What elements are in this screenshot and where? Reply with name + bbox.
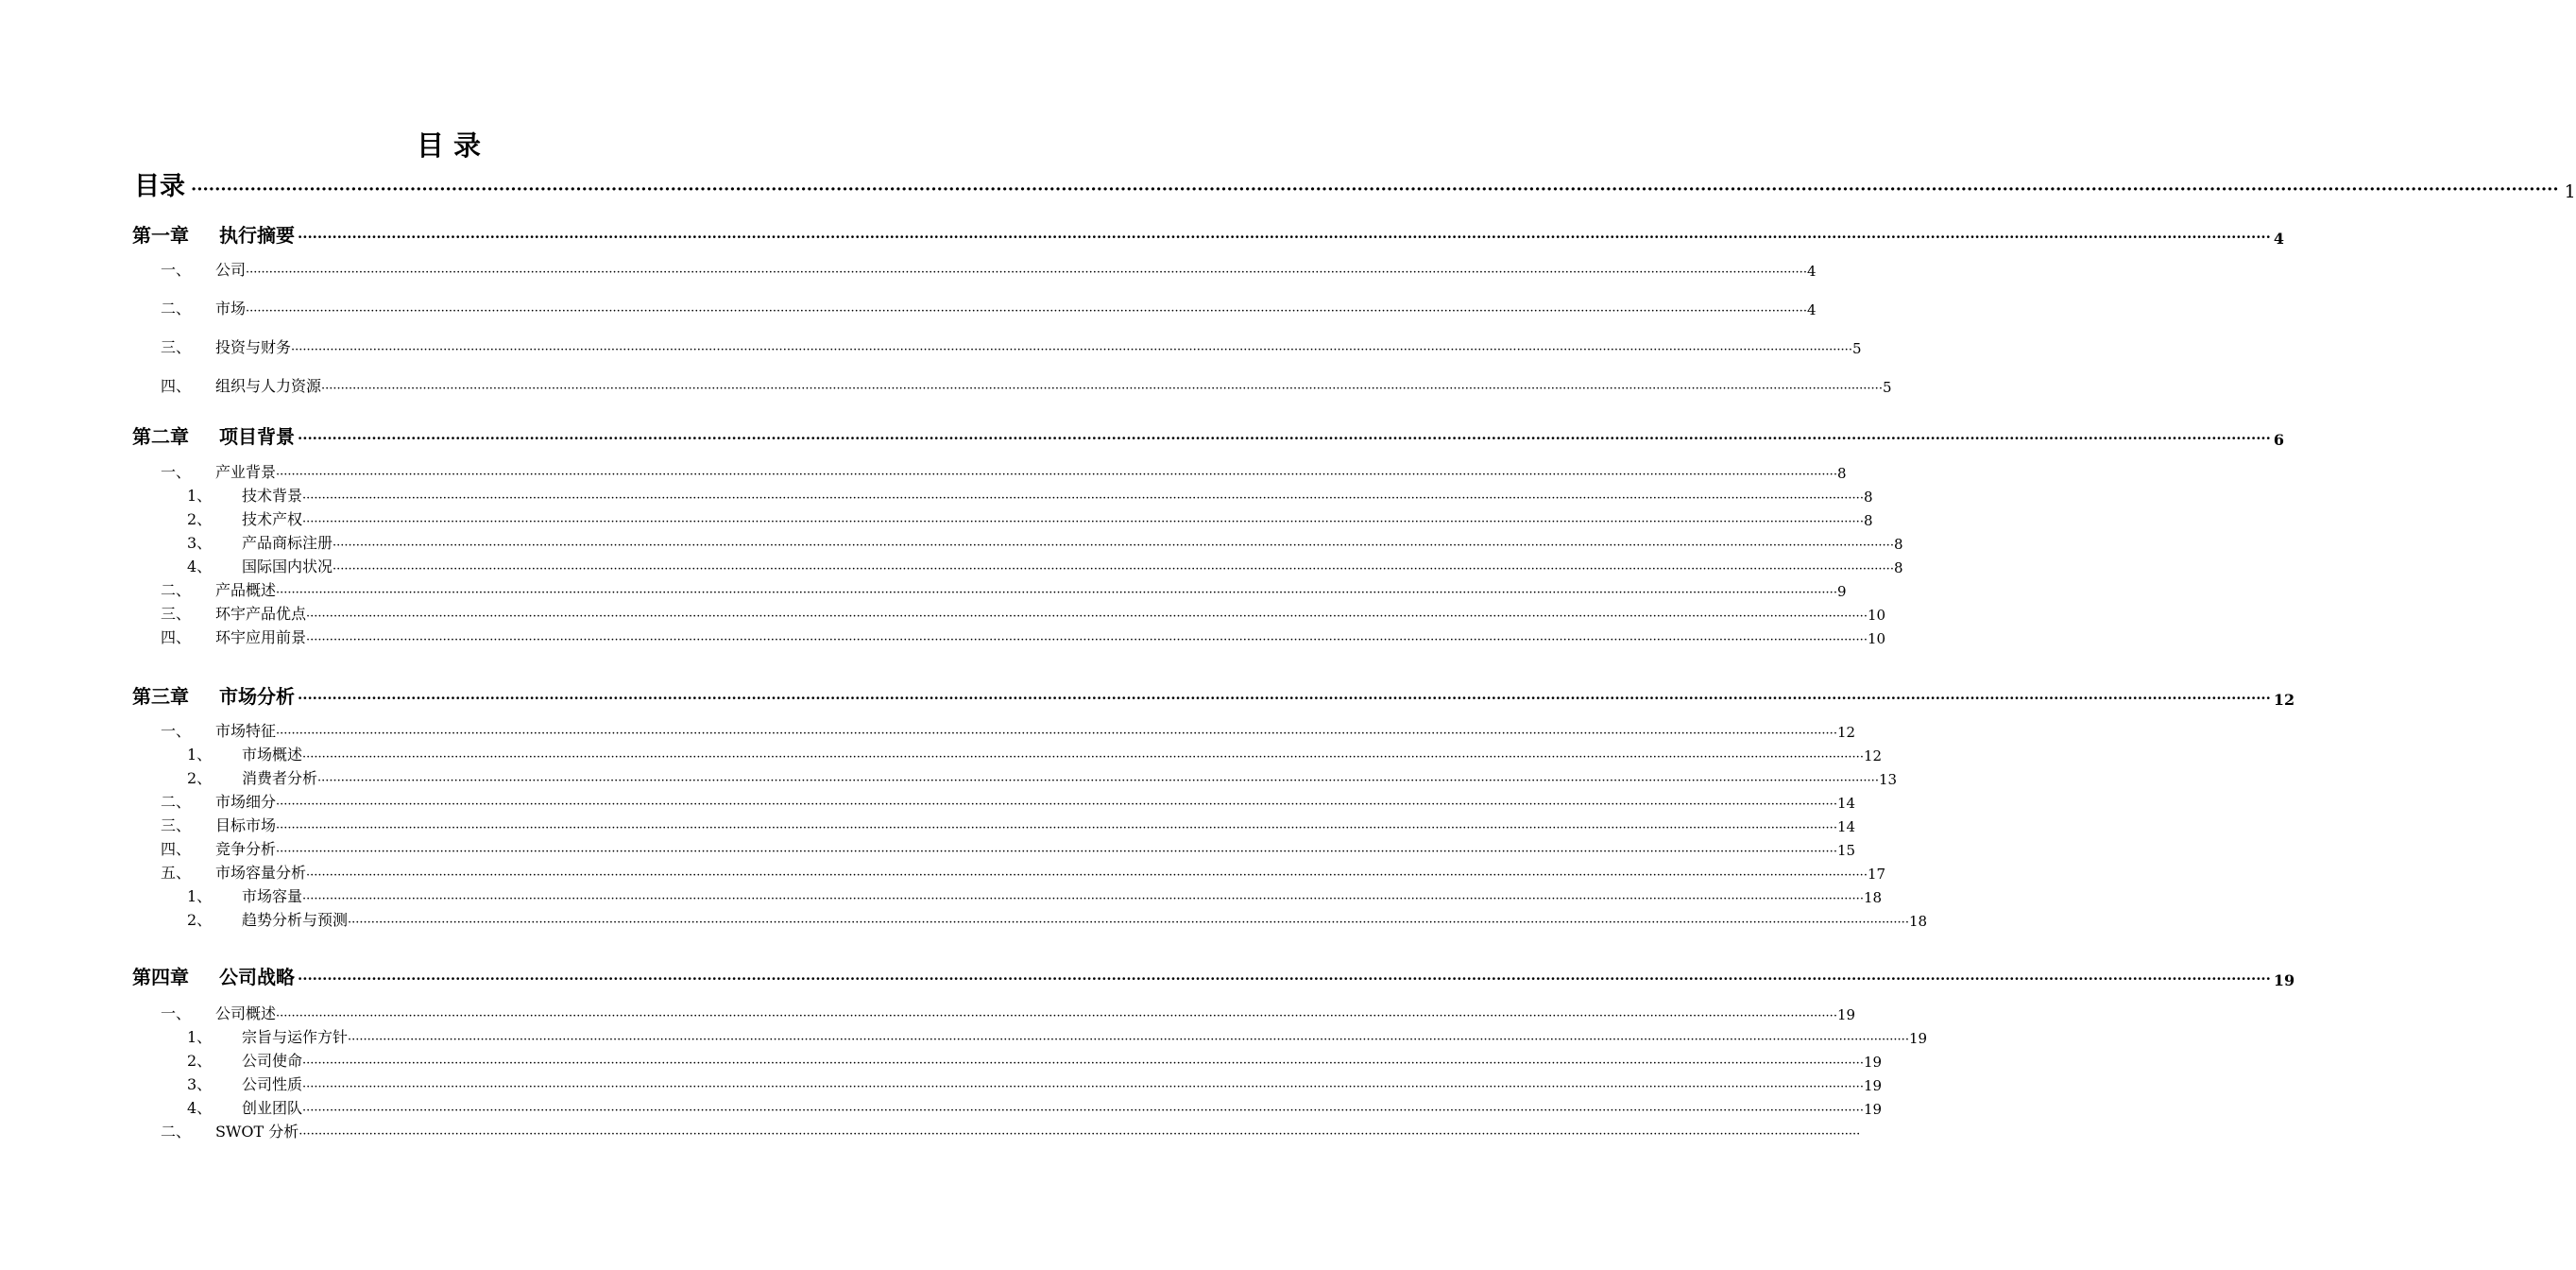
toc-entry-text: 市场分析 (219, 685, 295, 708)
toc-entry-label (187, 1025, 348, 1047)
toc-dot-leader: ················································································································································································································································································································································································································ (302, 1080, 1864, 1094)
toc-entry-text: 目标市场 (215, 816, 277, 834)
toc-dot-leader: ················································································································································································································································································································································································································ (306, 609, 1868, 624)
toc-entry-label (161, 297, 246, 318)
toc-entry-text: 环宇产品优点 (215, 605, 307, 623)
toc-page-number: 12 (2273, 691, 2295, 709)
toc-page-number: 4 (2273, 230, 2285, 248)
toc-entry-label (187, 766, 317, 788)
toc-entry[interactable] (161, 1003, 1856, 1023)
toc-entry[interactable] (161, 815, 1856, 835)
toc-entry-text: 目录 (134, 172, 185, 201)
toc-entry-number: 四、 (161, 377, 192, 395)
toc-page-number: 4 (1806, 263, 1817, 280)
toc-entry-number: 二、 (161, 581, 192, 599)
toc-entry[interactable] (161, 579, 1847, 600)
toc-dot-leader: ················································································································································································································································································································································································································ (276, 798, 1837, 812)
toc-page-number: 19 (1863, 1054, 1883, 1071)
toc-dot-leader: ················································································································································································································································································································································································································ (348, 916, 1909, 930)
toc-dot-leader: ················································································································································································································································································································································································································ (302, 1104, 1864, 1118)
toc-entry-label (161, 374, 321, 396)
toc-entry-number: 2、 (187, 510, 213, 528)
toc-page-number: 10 (1867, 630, 1886, 647)
toc-entry[interactable] (187, 885, 1883, 906)
toc-entry[interactable] (132, 424, 2285, 449)
toc-page-number: 1 (2564, 181, 2576, 202)
toc-page-number: 8 (1893, 559, 1903, 576)
toc-entry-label (161, 790, 276, 812)
toc-entry-label (161, 861, 306, 883)
toc-entry-number: 4、 (187, 558, 213, 575)
toc-entry[interactable] (161, 298, 1817, 318)
toc-page-number: 14 (1836, 795, 1856, 812)
toc-entry-text: 投资与财务 (215, 338, 292, 356)
toc-dot-leader: ················································································································································································································································································································································································································ (306, 633, 1868, 647)
toc-dot-leader: ················································································································································································································································································································································································································ (246, 304, 1807, 318)
toc-entry[interactable] (161, 603, 1886, 624)
toc-entry[interactable] (187, 767, 1898, 788)
toc-entry-label (187, 1073, 302, 1094)
toc-entry-label (161, 460, 276, 482)
toc-dot-leader: ················································································································································································································································································································································································································ (302, 892, 1864, 906)
toc-dot-leader: ················································································································································································································································································································································································································ (276, 586, 1837, 600)
toc-entry-number: 一、 (161, 722, 192, 740)
toc-entry-text: 公司 (215, 261, 247, 279)
page-title: 目 录 (416, 129, 482, 162)
toc-entry-text: 国际国内状况 (242, 558, 333, 575)
toc-dot-leader: ················································································································································································································································································································································································································ (333, 539, 1894, 553)
toc-entry[interactable] (187, 1050, 1883, 1071)
toc-entry[interactable] (187, 532, 1903, 553)
toc-entry-label (161, 1002, 276, 1023)
toc-entry-label (187, 1049, 302, 1071)
toc-entry-number: 1、 (187, 487, 213, 505)
toc-entry-text: 环宇应用前景 (215, 628, 307, 646)
toc-entry-number: 二、 (161, 793, 192, 811)
toc-page-number: 8 (1863, 512, 1873, 529)
toc-entry[interactable] (161, 838, 1856, 859)
toc-page-number: 17 (1867, 866, 1886, 883)
toc-dot-leader: ················································································································································································································································································································································································································ (276, 1009, 1837, 1023)
toc-entry-label (134, 165, 185, 202)
toc-entry-text: 消费者分析 (242, 769, 318, 787)
toc-page-number: 19 (1836, 1006, 1856, 1023)
toc-entry-number: 第二章 (132, 425, 189, 448)
toc-dot-leader: ················································································································································································································································································································································································································ (299, 1127, 1861, 1141)
toc-entry-text: 公司性质 (242, 1075, 303, 1093)
toc-entry-number: 第三章 (132, 685, 189, 708)
toc-entry-text: 市场细分 (215, 793, 277, 811)
toc-page-number: 5 (1851, 340, 1862, 357)
toc-dot-leader: ················································································································································································································································································································································································································ (348, 1033, 1909, 1047)
toc-entry-text: 产品概述 (215, 581, 277, 599)
toc-entry[interactable] (187, 1026, 1928, 1047)
toc-dot-leader: ················································································································································································································································································································································································································ (276, 821, 1837, 835)
toc-entry-text: 市场概述 (242, 746, 303, 764)
toc-dot-leader: ················································································································································································································································································································································································································ (246, 266, 1807, 280)
toc-entry-text: 竞争分析 (215, 840, 277, 858)
toc-entry-number: 4、 (187, 1099, 213, 1117)
toc-entry[interactable] (161, 336, 1862, 357)
toc-entry-label (187, 484, 302, 506)
toc-dot-leader: ················································································································································································································································································································································································································ (302, 750, 1864, 764)
toc-entry[interactable] (187, 485, 1873, 506)
toc-dot-leader: ················································································································································································································································································································································································································ (302, 515, 1864, 529)
toc-entry[interactable] (134, 170, 2576, 202)
toc-entry-text: 执行摘要 (219, 224, 295, 247)
toc-entry-label (132, 681, 295, 709)
toc-entry-number: 四、 (161, 628, 192, 646)
toc-entry-label (161, 1120, 299, 1141)
toc-entry[interactable] (161, 461, 1847, 482)
toc-entry-text: 市场容量 (242, 887, 303, 905)
toc-page-number: 19 (2273, 971, 2295, 989)
toc-entry[interactable] (187, 909, 1928, 930)
toc-dot-leader: ················································································································································································································································································································································································································ (276, 468, 1837, 482)
toc-entry-text: 组织与人力资源 (215, 377, 322, 395)
toc-page-number: 12 (1836, 724, 1856, 741)
toc-entry-label (161, 814, 276, 835)
toc-entry-text: 技术产权 (242, 510, 303, 528)
toc-dot-leader: ················································································································································································································································································································································································································ (298, 430, 2271, 447)
toc-entry-number: 三、 (161, 605, 192, 623)
toc-page-number: 6 (2273, 431, 2285, 449)
toc-entry-text: 市场特征 (215, 722, 277, 740)
toc-entry-number: 第四章 (132, 966, 189, 988)
toc-entry-text: 宗旨与运作方针 (242, 1028, 349, 1046)
toc-entry-label (161, 626, 306, 647)
toc-entry-number: 3、 (187, 534, 213, 552)
toc-entry-label (187, 743, 302, 764)
toc-entry-text: 项目背景 (219, 425, 295, 448)
toc-entry-number: 1、 (187, 887, 213, 905)
toc-entry[interactable] (132, 684, 2295, 709)
toc-page-number: 4 (1806, 301, 1817, 318)
toc-entry-label (132, 421, 295, 449)
toc-entry-number: 2、 (187, 769, 213, 787)
toc-entry-label (161, 719, 276, 741)
toc-entry[interactable] (161, 375, 1892, 396)
toc-page-number: 8 (1863, 489, 1873, 506)
toc-entry-label (187, 884, 302, 906)
toc-entry-number: 二、 (161, 1123, 192, 1141)
toc-entry[interactable] (161, 626, 1886, 647)
toc-page-number: 15 (1836, 842, 1856, 859)
toc-page-number: 19 (1863, 1101, 1883, 1118)
toc-entry-number: 三、 (161, 816, 192, 834)
toc-entry-text: 产业背景 (215, 463, 277, 481)
toc-entry-label (187, 507, 302, 529)
toc-page-number: 9 (1836, 583, 1847, 600)
toc-entry-number: 一、 (161, 1004, 192, 1022)
toc-entry-number: 2、 (187, 911, 213, 929)
toc-entry-number: 三、 (161, 338, 192, 356)
toc-page-number: 18 (1908, 913, 1928, 930)
toc-entry-text: 公司战略 (219, 966, 295, 988)
toc-entry-label (132, 962, 295, 989)
toc-entry-number: 五、 (161, 864, 192, 882)
toc-entry-label (161, 335, 291, 357)
toc-entry[interactable] (161, 1121, 1861, 1141)
toc-dot-leader: ················································································································································································································································································································································································································ (306, 868, 1868, 883)
toc-entry-text: SWOT 分析 (215, 1123, 299, 1141)
toc-entry[interactable] (187, 1073, 1883, 1094)
toc-entry-label (161, 258, 246, 280)
toc-page-number: 8 (1836, 465, 1847, 482)
toc-entry[interactable] (161, 791, 1856, 812)
toc-entry-number: 二、 (161, 300, 192, 318)
toc-entry-text: 创业团队 (242, 1099, 303, 1117)
toc-entry-label (187, 1096, 302, 1118)
toc-dot-leader: ················································································································································································································································································································································································································ (276, 727, 1837, 741)
toc-entry-label (187, 555, 333, 576)
toc-entry[interactable] (161, 259, 1817, 280)
toc-entry-text: 公司使命 (242, 1052, 303, 1070)
toc-page-number: 19 (1863, 1077, 1883, 1094)
toc-page-number: 8 (1893, 536, 1903, 553)
toc-entry-label (132, 220, 295, 248)
toc-entry[interactable] (132, 965, 2295, 989)
toc-page-number: 12 (1863, 747, 1883, 764)
toc-page-number: 10 (1867, 607, 1886, 624)
toc-dot-leader: ················································································································································································································································································································································································································ (191, 180, 2559, 199)
toc-dot-leader: ················································································································································································································································································································································································································ (276, 845, 1837, 859)
toc-entry-label (161, 837, 276, 859)
toc-dot-leader: ················································································································································································································································································································································································································ (298, 229, 2271, 246)
toc-entry[interactable] (187, 508, 1873, 529)
toc-page-number: 13 (1878, 771, 1898, 788)
toc-entry-number: 一、 (161, 261, 192, 279)
toc-entry[interactable] (161, 720, 1856, 741)
toc-entry-text: 技术背景 (242, 487, 303, 505)
toc-dot-leader: ················································································································································································································································································································································································································ (302, 491, 1864, 506)
toc-entry-text: 市场 (215, 300, 247, 318)
toc-entry[interactable] (187, 744, 1883, 764)
toc-entry-text: 市场容量分析 (215, 864, 307, 882)
toc-entry-number: 1、 (187, 1028, 213, 1046)
toc-dot-leader: ················································································································································································································································································································································································································ (302, 1056, 1864, 1071)
toc-page-number: 14 (1836, 818, 1856, 835)
toc-entry-number: 3、 (187, 1075, 213, 1093)
toc-entry[interactable] (161, 862, 1886, 883)
toc-entry[interactable] (187, 1097, 1883, 1118)
toc-page-number: 18 (1863, 889, 1883, 906)
toc-entry-number: 四、 (161, 840, 192, 858)
toc-entry[interactable] (187, 556, 1903, 576)
toc-entry-text: 趋势分析与预测 (242, 911, 349, 929)
toc-entry-number: 1、 (187, 746, 213, 764)
toc-entry-label (161, 578, 276, 600)
toc-entry-number: 2、 (187, 1052, 213, 1070)
toc-dot-leader: ················································································································································································································································································································································································································ (298, 970, 2271, 987)
toc-dot-leader: ················································································································································································································································································································································································································ (298, 690, 2271, 707)
toc-entry-text: 产品商标注册 (242, 534, 333, 552)
toc-entry[interactable] (132, 223, 2285, 248)
toc-entry-label (187, 908, 348, 930)
toc-entry-text: 公司概述 (215, 1004, 277, 1022)
toc-entry-label (187, 531, 333, 553)
toc-page-number: 5 (1882, 379, 1892, 396)
toc-dot-leader: ················································································································································································································································································································································································································ (291, 343, 1852, 357)
toc-dot-leader: ················································································································································································································································································································································································································ (317, 774, 1879, 788)
toc-entry-number: 一、 (161, 463, 192, 481)
toc-entry-number: 第一章 (132, 224, 189, 247)
toc-page-number: 19 (1908, 1030, 1928, 1047)
toc-dot-leader: ················································································································································································································································································································································································································ (333, 562, 1894, 576)
toc-dot-leader: ················································································································································································································································································································································································································ (321, 382, 1883, 396)
toc-entry-label (161, 602, 306, 624)
